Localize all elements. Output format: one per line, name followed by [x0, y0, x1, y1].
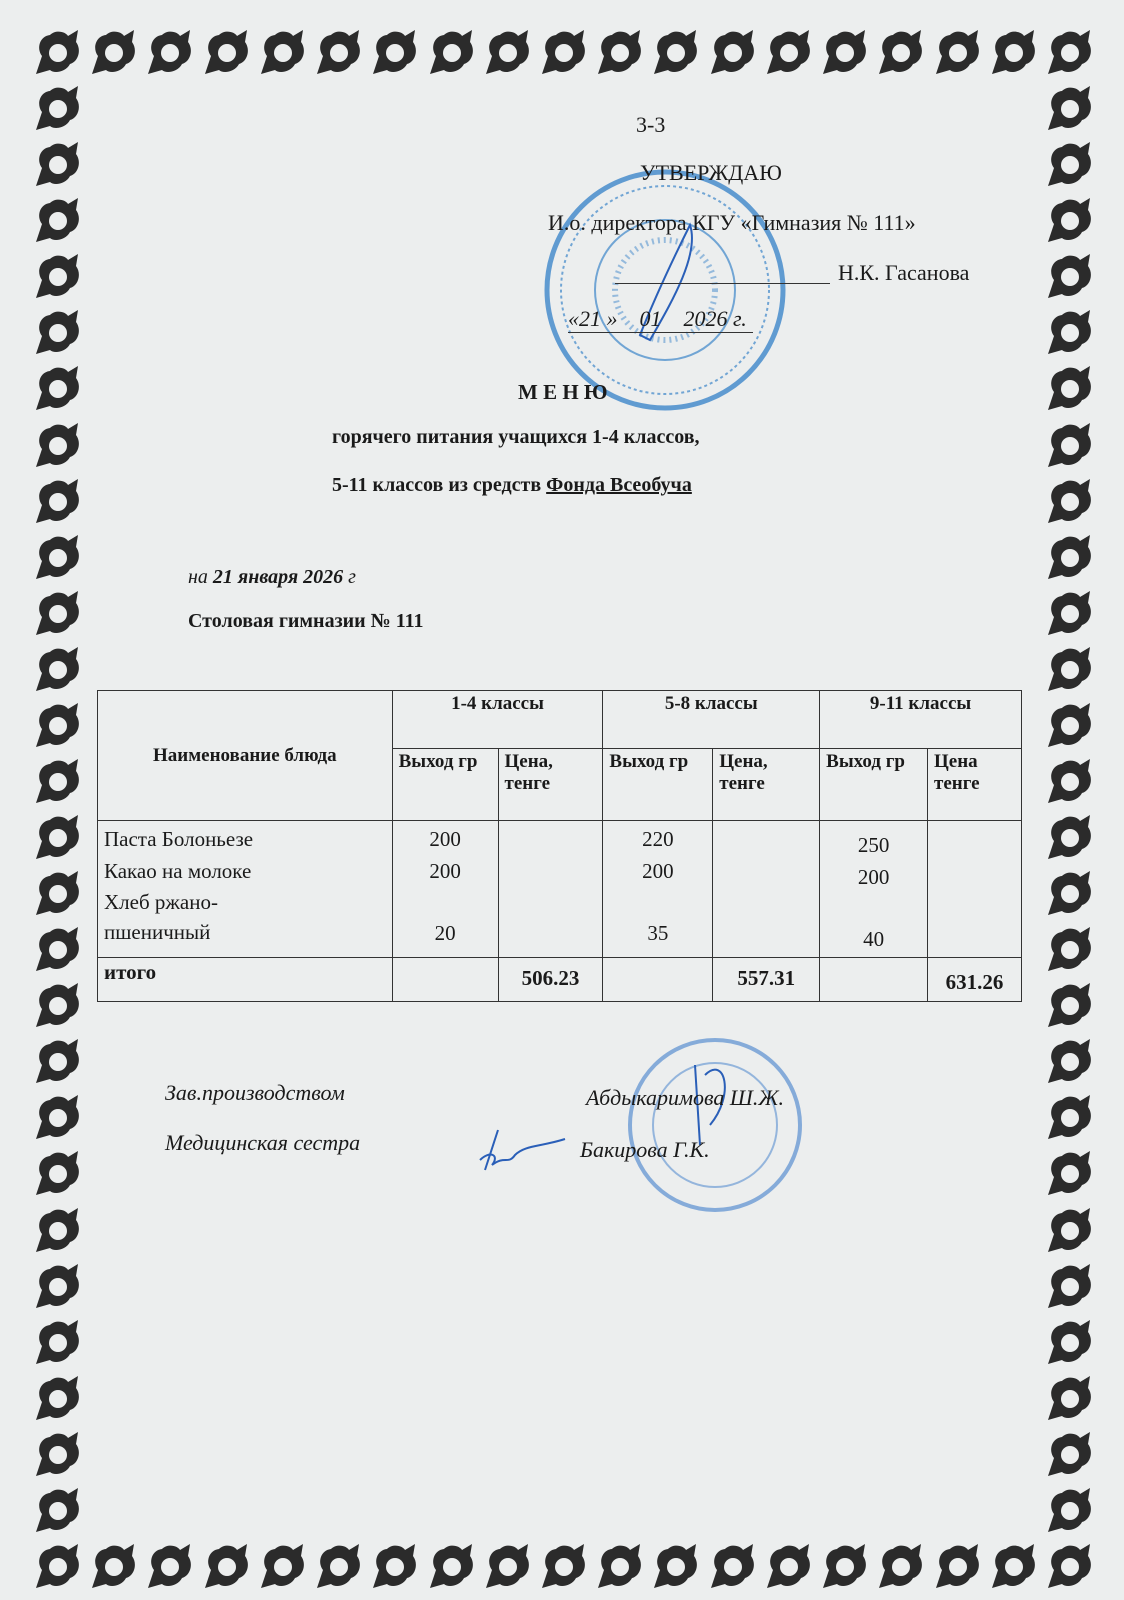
ornament-icon — [1044, 138, 1096, 190]
ornament-icon — [88, 26, 140, 78]
total-9-11: 631.26 — [928, 958, 1022, 1002]
ornament-icon — [32, 811, 84, 863]
menu-subtitle-2: 5-11 классов из средств Фонда Всеобуча — [332, 474, 692, 496]
date-day: «21 » — [568, 306, 618, 331]
ornament-icon — [707, 1540, 759, 1592]
ornament-icon — [32, 867, 84, 919]
ornament-icon — [1044, 250, 1096, 302]
canteen-name: Столовая гимназии № 111 — [188, 610, 424, 632]
ornament-icon — [1044, 1147, 1096, 1199]
ornament-icon — [32, 475, 84, 527]
sub-header: Выход гр — [392, 749, 498, 821]
ornament-icon — [32, 699, 84, 751]
total-label: итого — [98, 958, 393, 1002]
ornament-icon — [1044, 811, 1096, 863]
supplier-stamp — [625, 1035, 805, 1215]
table-row — [98, 821, 1022, 958]
ornament-icon — [32, 362, 84, 414]
ornament-icon — [32, 531, 84, 583]
ornament-icon — [32, 250, 84, 302]
ornament-icon — [763, 1540, 815, 1592]
ornament-icon — [257, 1540, 309, 1592]
ornament-icon — [594, 1540, 646, 1592]
ornament-icon — [594, 26, 646, 78]
ornament-icon — [1044, 419, 1096, 471]
ornament-icon — [1044, 194, 1096, 246]
nurse-signature — [470, 1125, 570, 1175]
signature-line — [615, 283, 830, 284]
ornament-icon — [144, 1540, 196, 1592]
ornament-icon — [1044, 475, 1096, 527]
ornament-icon — [32, 1260, 84, 1312]
sub-header: Цена, тенге — [713, 749, 820, 821]
ornament-icon — [1044, 1091, 1096, 1143]
price-cell — [928, 821, 1022, 958]
menu-table — [97, 690, 1022, 1002]
ornament-icon — [32, 755, 84, 807]
ornament-icon — [1044, 979, 1096, 1031]
name-nurse: Бакирова Г.К. — [580, 1137, 710, 1162]
ornament-icon — [1044, 699, 1096, 751]
date-month: 01 — [639, 306, 662, 331]
ornament-icon — [1044, 1204, 1096, 1256]
ornament-icon — [1044, 643, 1096, 695]
ornament-icon — [875, 1540, 927, 1592]
menu-title: М Е Н Ю — [518, 380, 608, 404]
yield-cell: 220 200 35 — [603, 821, 713, 958]
ornament-icon — [32, 1428, 84, 1480]
ornament-icon — [32, 643, 84, 695]
ornament-icon — [32, 194, 84, 246]
ornament-icon — [32, 1540, 84, 1592]
ornament-icon — [32, 26, 84, 78]
ornament-icon — [482, 1540, 534, 1592]
ornament-icon — [257, 26, 309, 78]
ornament-icon — [32, 587, 84, 639]
ornament-icon — [1044, 755, 1096, 807]
ornament-icon — [32, 1316, 84, 1368]
ornament-icon — [32, 82, 84, 134]
approval-title: УТВЕРЖДАЮ — [640, 160, 782, 185]
group-header: 1-4 классы — [392, 691, 603, 749]
ornament-icon — [88, 1540, 140, 1592]
ornament-icon — [1044, 1260, 1096, 1312]
ornament-icon — [1044, 306, 1096, 358]
empty-cell — [392, 958, 498, 1002]
ornament-icon — [819, 26, 871, 78]
ornament-icon — [988, 1540, 1040, 1592]
ornament-icon — [32, 1147, 84, 1199]
dish-list — [98, 821, 393, 958]
menu-date: на 21 января 2026 г — [188, 566, 356, 588]
sub-header: Выход гр — [603, 749, 713, 821]
dish-name: Паста Болоньезе — [104, 827, 254, 851]
ornament-icon — [201, 26, 253, 78]
dish-name: Какао на молоке — [104, 859, 252, 883]
ornament-icon — [32, 923, 84, 975]
ornament-icon — [32, 138, 84, 190]
date-suffix: г. — [733, 306, 747, 331]
ornament-icon — [32, 306, 84, 358]
ornament-icon — [819, 1540, 871, 1592]
ornament-icon — [1044, 1372, 1096, 1424]
ornament-icon — [707, 26, 759, 78]
ornament-icon — [1044, 1540, 1096, 1592]
total-1-4: 506.23 — [498, 958, 603, 1002]
sub-header: Выход гр — [820, 749, 928, 821]
page-number: 3-3 — [636, 112, 666, 137]
ornament-icon — [1044, 531, 1096, 583]
ornament-icon — [650, 1540, 702, 1592]
ornament-icon — [1044, 26, 1096, 78]
ornament-icon — [1044, 867, 1096, 919]
group-header: 9-11 классы — [820, 691, 1022, 749]
role-production-head: Зав.производством — [165, 1080, 345, 1105]
approval-position: И.о. директора КГУ «Гимназия № 111» — [548, 210, 916, 235]
ornament-icon — [932, 1540, 984, 1592]
menu-subtitle-1: горячего питания учащихся 1-4 классов, — [332, 426, 700, 448]
ornament-icon — [538, 1540, 590, 1592]
role-nurse: Медицинская сестра — [165, 1130, 361, 1155]
ornament-icon — [538, 26, 590, 78]
ornament-icon — [32, 1035, 84, 1087]
ornament-icon — [763, 26, 815, 78]
ornament-icon — [875, 26, 927, 78]
total-row — [98, 958, 1022, 1002]
date-year: 2026 — [683, 306, 728, 331]
approval-signer: Н.К. Гасанова — [838, 260, 970, 285]
ornament-icon — [1044, 1428, 1096, 1480]
dish-header: Наименование блюда — [98, 691, 393, 821]
ornament-icon — [32, 1484, 84, 1536]
ornament-icon — [32, 1372, 84, 1424]
ornament-icon — [650, 26, 702, 78]
empty-cell — [820, 958, 928, 1002]
group-header: 5-8 классы — [603, 691, 820, 749]
ornament-icon — [201, 1540, 253, 1592]
sub-header: Цена, тенге — [498, 749, 603, 821]
ornament-icon — [144, 26, 196, 78]
ornament-icon — [32, 419, 84, 471]
dish-name: Хлеб ржано-пшеничный — [104, 890, 218, 944]
ornament-icon — [369, 26, 421, 78]
ornament-icon — [426, 26, 478, 78]
approval-date — [568, 306, 753, 333]
ornament-icon — [1044, 82, 1096, 134]
yield-cell: 200 200 20 — [392, 821, 498, 958]
ornament-icon — [1044, 1035, 1096, 1087]
ornament-icon — [1044, 362, 1096, 414]
ornament-icon — [32, 1091, 84, 1143]
total-5-8: 557.31 — [713, 958, 820, 1002]
ornament-icon — [988, 26, 1040, 78]
ornament-icon — [1044, 923, 1096, 975]
ornament-icon — [32, 979, 84, 1031]
ornament-icon — [313, 1540, 365, 1592]
ornament-icon — [1044, 1316, 1096, 1368]
ornament-icon — [1044, 587, 1096, 639]
sub-header: Цена тенге — [928, 749, 1022, 821]
ornament-icon — [32, 1204, 84, 1256]
price-cell — [498, 821, 603, 958]
ornament-icon — [1044, 1484, 1096, 1536]
empty-cell — [603, 958, 713, 1002]
ornament-icon — [369, 1540, 421, 1592]
school-stamp — [540, 165, 790, 415]
name-production-head: Абдыкаримова Ш.Ж. — [586, 1085, 784, 1110]
ornament-icon — [313, 26, 365, 78]
yield-cell: 250 200 40 — [820, 821, 928, 958]
ornament-icon — [932, 26, 984, 78]
ornament-icon — [482, 26, 534, 78]
fund-name: Фонда Всеобуча — [546, 474, 692, 496]
price-cell — [713, 821, 820, 958]
ornament-icon — [426, 1540, 478, 1592]
